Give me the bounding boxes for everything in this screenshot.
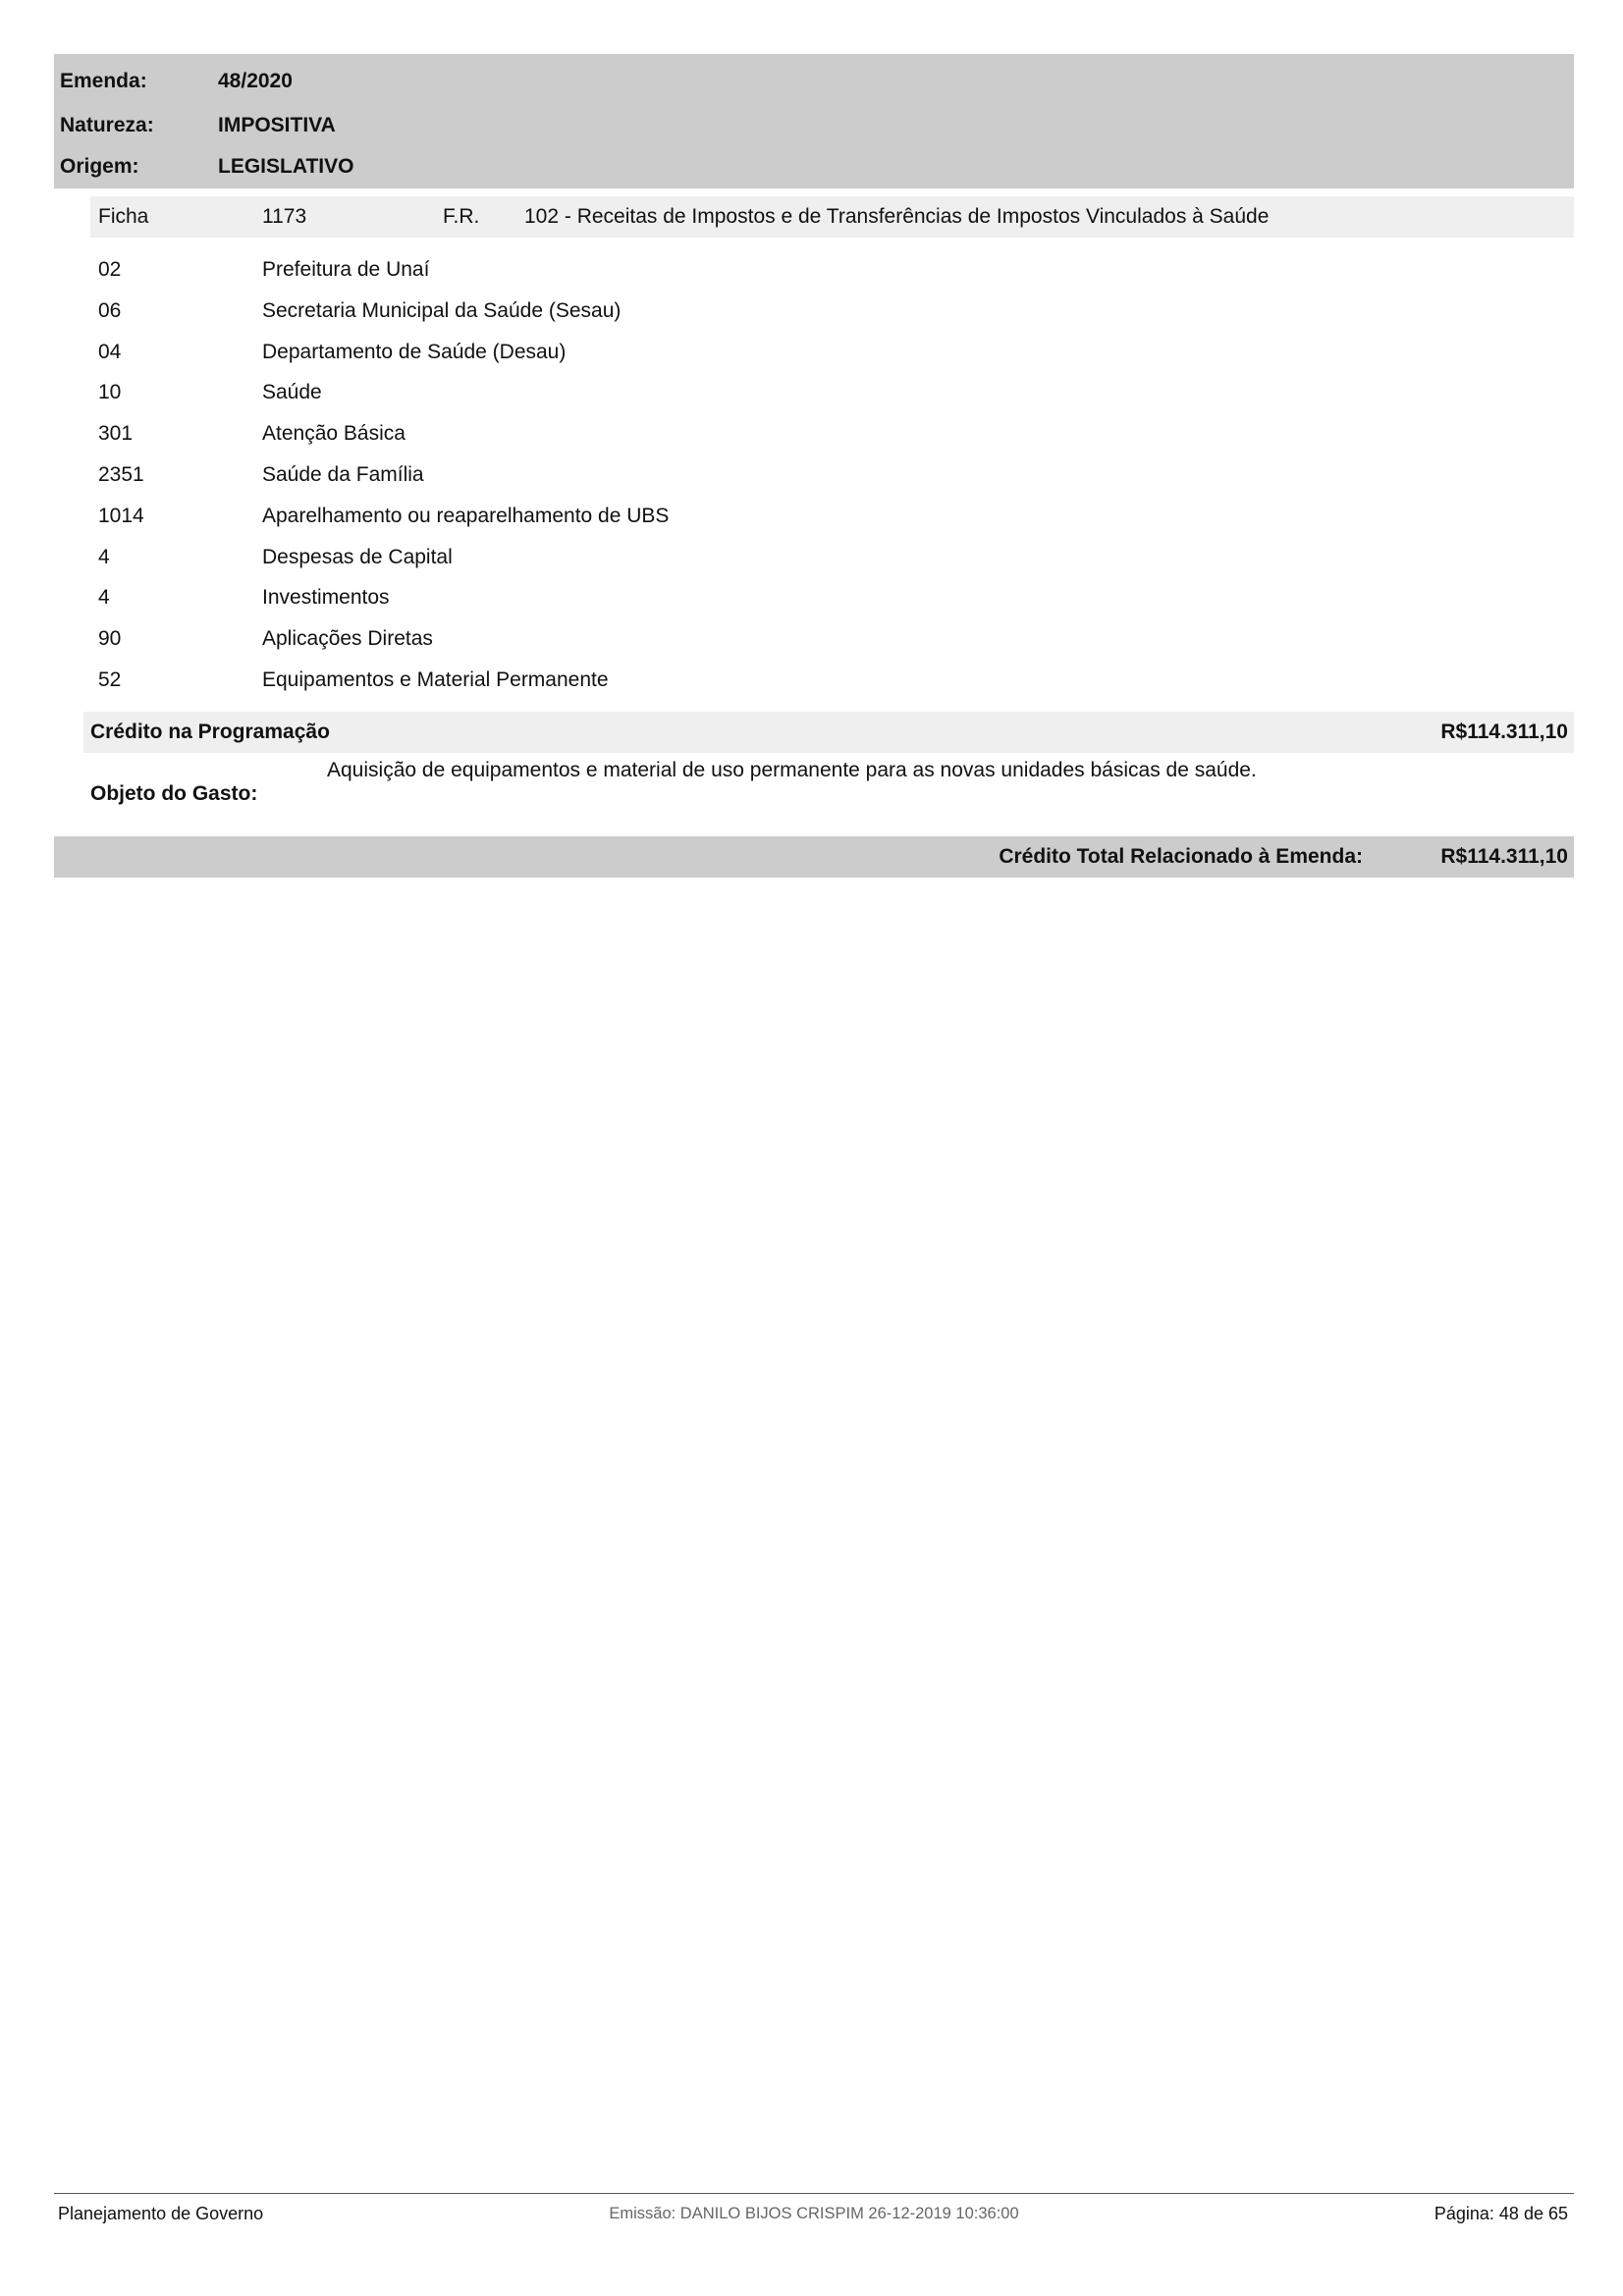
page-footer bbox=[54, 2199, 1574, 2228]
total-credit-bar bbox=[54, 836, 1574, 878]
emenda-row bbox=[54, 61, 1574, 102]
classification-list bbox=[98, 249, 1473, 701]
classification-description: Aplicações Diretas bbox=[262, 627, 433, 651]
ficha-bar bbox=[90, 196, 1574, 238]
ficha-label: Ficha bbox=[98, 205, 149, 228]
classification-code: 06 bbox=[98, 298, 122, 322]
credit-value: R$114.311,10 bbox=[1440, 721, 1568, 743]
classification-description: Equipamentos e Material Permanente bbox=[262, 667, 609, 691]
objeto-text: Aquisição de equipamentos e material de uso permanente para as novas unidades básicas de saúde. bbox=[327, 759, 1257, 781]
footer-emission: Emissão: DANILO BIJOS CRISPIM 26-12-2019 10:36:00 bbox=[609, 2205, 1019, 2222]
origem-row bbox=[54, 146, 1574, 187]
classification-description: Prefeitura de Unaí bbox=[262, 258, 430, 281]
fr-description: 102 - Receitas de Impostos e de Transferências de Impostos Vinculados à Saúde bbox=[524, 205, 1270, 228]
credit-label: Crédito na Programação bbox=[90, 721, 330, 743]
classification-description: Saúde da Família bbox=[262, 462, 424, 486]
ficha-number: 1173 bbox=[262, 205, 307, 228]
list-item bbox=[98, 577, 1473, 618]
list-item bbox=[98, 454, 1473, 496]
footer-divider bbox=[54, 2193, 1574, 2194]
list-item bbox=[98, 660, 1473, 701]
total-label: Crédito Total Relacionado à Emenda: bbox=[999, 845, 1363, 868]
classification-code: 10 bbox=[98, 381, 122, 404]
emenda-value: 48/2020 bbox=[218, 70, 293, 92]
list-item bbox=[98, 413, 1473, 454]
amendment-header bbox=[54, 54, 1574, 188]
list-item bbox=[98, 332, 1473, 373]
credit-programming-row bbox=[83, 712, 1574, 753]
classification-description: Saúde bbox=[262, 381, 322, 404]
classification-code: 1014 bbox=[98, 504, 144, 527]
classification-code: 90 bbox=[98, 627, 122, 651]
origem-value: LEGISLATIVO bbox=[218, 155, 354, 178]
list-item bbox=[98, 537, 1473, 578]
classification-code: 52 bbox=[98, 667, 122, 691]
emenda-label: Emenda: bbox=[60, 70, 147, 92]
classification-code: 04 bbox=[98, 340, 122, 363]
fr-label: F.R. bbox=[443, 205, 480, 228]
classification-description: Atenção Básica bbox=[262, 422, 406, 446]
footer-department: Planejamento de Governo bbox=[58, 2204, 264, 2223]
natureza-label: Natureza: bbox=[60, 114, 154, 136]
classification-code: 4 bbox=[98, 545, 110, 568]
classification-code: 2351 bbox=[98, 462, 144, 486]
list-item bbox=[98, 249, 1473, 291]
list-item bbox=[98, 618, 1473, 660]
classification-description: Departamento de Saúde (Desau) bbox=[262, 340, 567, 363]
list-item bbox=[98, 372, 1473, 413]
list-item bbox=[98, 496, 1473, 537]
classification-description: Investimentos bbox=[262, 586, 390, 610]
origem-label: Origem: bbox=[60, 155, 139, 178]
total-value: R$114.311,10 bbox=[1440, 845, 1568, 868]
classification-code: 4 bbox=[98, 586, 110, 610]
classification-description: Aparelhamento ou reaparelhamento de UBS bbox=[262, 504, 670, 527]
list-item bbox=[98, 291, 1473, 332]
page-number: Página: 48 de 65 bbox=[1434, 2204, 1568, 2223]
natureza-row bbox=[54, 105, 1574, 146]
objeto-label: Objeto do Gasto: bbox=[90, 782, 258, 805]
classification-description: Despesas de Capital bbox=[262, 545, 453, 568]
classification-code: 02 bbox=[98, 258, 122, 281]
classification-code: 301 bbox=[98, 422, 134, 446]
classification-description: Secretaria Municipal da Saúde (Sesau) bbox=[262, 298, 622, 322]
natureza-value: IMPOSITIVA bbox=[218, 114, 336, 136]
